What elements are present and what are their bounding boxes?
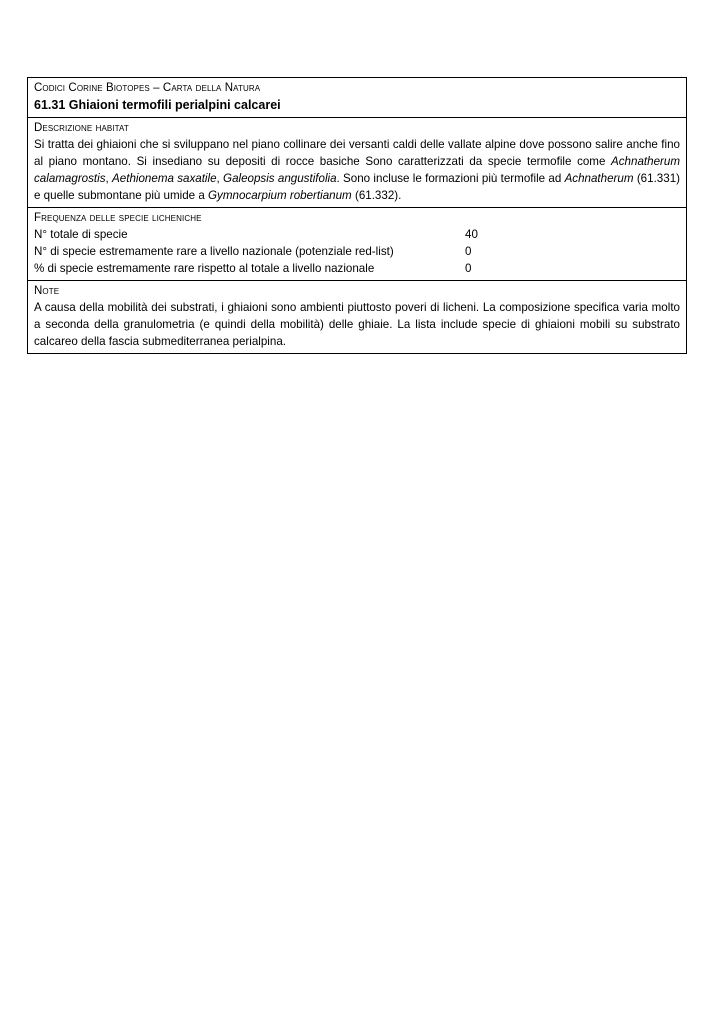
description-section [28,118,686,208]
habitat-title: 61.31 Ghiaioni termofili perialpini calcarei [34,98,281,112]
description-text-part: Si tratta dei ghiaioni che si sviluppano nel piano collinare dei versanti caldi delle vallate alpine dove possono salire anche fino al piano montano. Si insediano su depositi di rocce basiche Sono caratterizzati da specie termofile come [34,138,680,168]
frequency-row-label: N° totale di specie [34,228,128,241]
notes-text: A causa della mobilità dei substrati, i ghiaioni sono ambienti piuttosto poveri di licheni. La composizione specifica varia molto a seconda della granulometria (e quindi della mobilità) delle ghiaie. La lista include specie di ghiaioni mobili su substrato calcareo della fascia submediterranea perialpina. [34,301,680,348]
notes-label: Note [34,285,60,297]
frequency-row-rare-percent [34,260,680,277]
frequency-section [28,208,686,281]
separator: , [216,172,224,185]
species-name: Galeopsis angustifolia [223,172,337,185]
habitat-card [27,77,687,354]
notes-section [28,281,686,353]
description-text-part: (61.332). [351,189,402,202]
frequency-row-label: % di specie estremamente rare rispetto al totale a livello nazionale [34,262,375,275]
frequency-row-value: 40 [465,228,478,241]
frequency-row-label: N° di specie estremamente rare a livello nazionale (potenziale red-list) [34,245,394,258]
description-text-part: . Sono incluse le formazioni più termofile ad [336,172,565,185]
description-text-part: (61.331) e quelle submontane più umide a [34,172,681,202]
species-name: Achnatherum [564,172,634,185]
description-text [34,136,680,204]
frequency-row-rare-count [34,243,680,260]
frequency-row-value: 0 [465,262,472,275]
frequency-label: Frequenza delle specie licheniche [34,212,202,224]
separator: , [105,172,113,185]
frequency-row-value: 0 [465,245,472,258]
header-section [28,78,686,118]
frequency-row-total [34,226,680,243]
species-name: Gymnocarpium robertianum [208,189,352,202]
codes-label: Codici Corine Biotopes – Carta della Natura [34,82,261,94]
species-name: Aethionema saxatile [112,172,217,185]
description-label: Descrizione habitat [34,122,129,134]
species-name: Achnatherum calamagrostis [34,155,680,185]
